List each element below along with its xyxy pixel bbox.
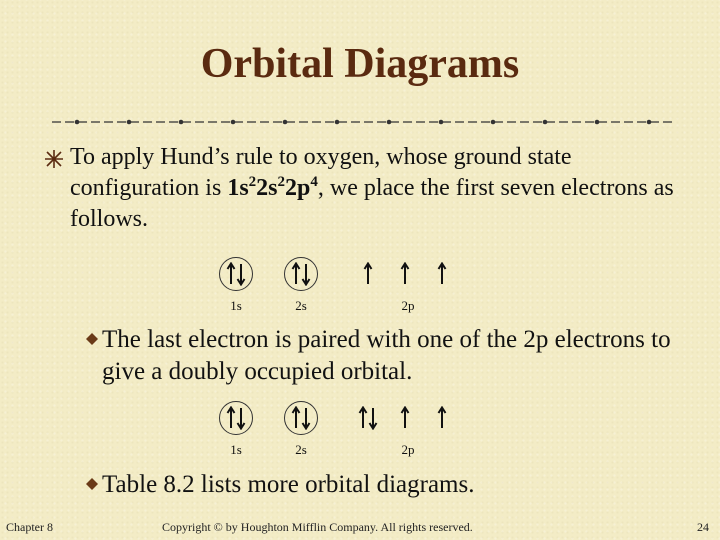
electron-configuration: $1s^22s^22p^4$ (227, 174, 318, 201)
spin-up-arrow-icon (363, 262, 373, 286)
diamond-bullet-icon (86, 333, 98, 345)
spin-up-arrow-icon (291, 262, 301, 286)
orbital-label: 2s (295, 442, 307, 457)
orbital-label: 2s (295, 298, 307, 313)
footer-page-number: 24 (697, 520, 709, 534)
diamond-bullet-icon (86, 478, 98, 490)
slide-title: Orbital Diagrams (200, 41, 520, 87)
spin-down-arrow-icon (301, 262, 311, 286)
sub-bullet-text: Table 8.2 lists more orbital diagrams. (102, 471, 475, 498)
spin-up-arrow-icon (400, 262, 410, 286)
sub-bullet-paired-electron (86, 324, 686, 388)
star-bullet-icon (44, 149, 64, 169)
spin-up-arrow-icon (437, 406, 447, 430)
spin-down-arrow-icon (368, 406, 378, 430)
spin-up-arrow-icon (226, 406, 236, 430)
spin-up-arrow-icon (358, 406, 368, 430)
spin-up-arrow-icon (400, 406, 410, 430)
spin-up-arrow-icon (226, 262, 236, 286)
orbital-label: 1s (230, 442, 242, 457)
spin-down-arrow-icon (236, 406, 246, 430)
decorative-divider (52, 118, 672, 126)
bullet-hunds-rule (44, 142, 684, 235)
spin-down-arrow-icon (236, 262, 246, 286)
sub-bullet-table-reference (86, 469, 686, 501)
spin-up-arrow-icon (291, 406, 301, 430)
bullet-text: To apply Hund’s rule to oxygen, whose ground state configuration is $1s^22s^22p^4$, we place the first seven electrons as follows. (70, 144, 674, 232)
sub-bullet-text: The last electron is paired with one of the 2p electrons to give a doubly occupied orbital. (102, 326, 671, 385)
footer-copyright: Copyright © by Houghton Mifflin Company. All rights reserved. (162, 520, 473, 534)
footer-chapter: Chapter 8 (6, 520, 53, 534)
spin-up-arrow-icon (437, 262, 447, 286)
orbital-label: 1s (230, 298, 242, 313)
spin-down-arrow-icon (301, 406, 311, 430)
orbital-label: 2p (401, 298, 415, 313)
orbital-label: 2p (401, 442, 415, 457)
